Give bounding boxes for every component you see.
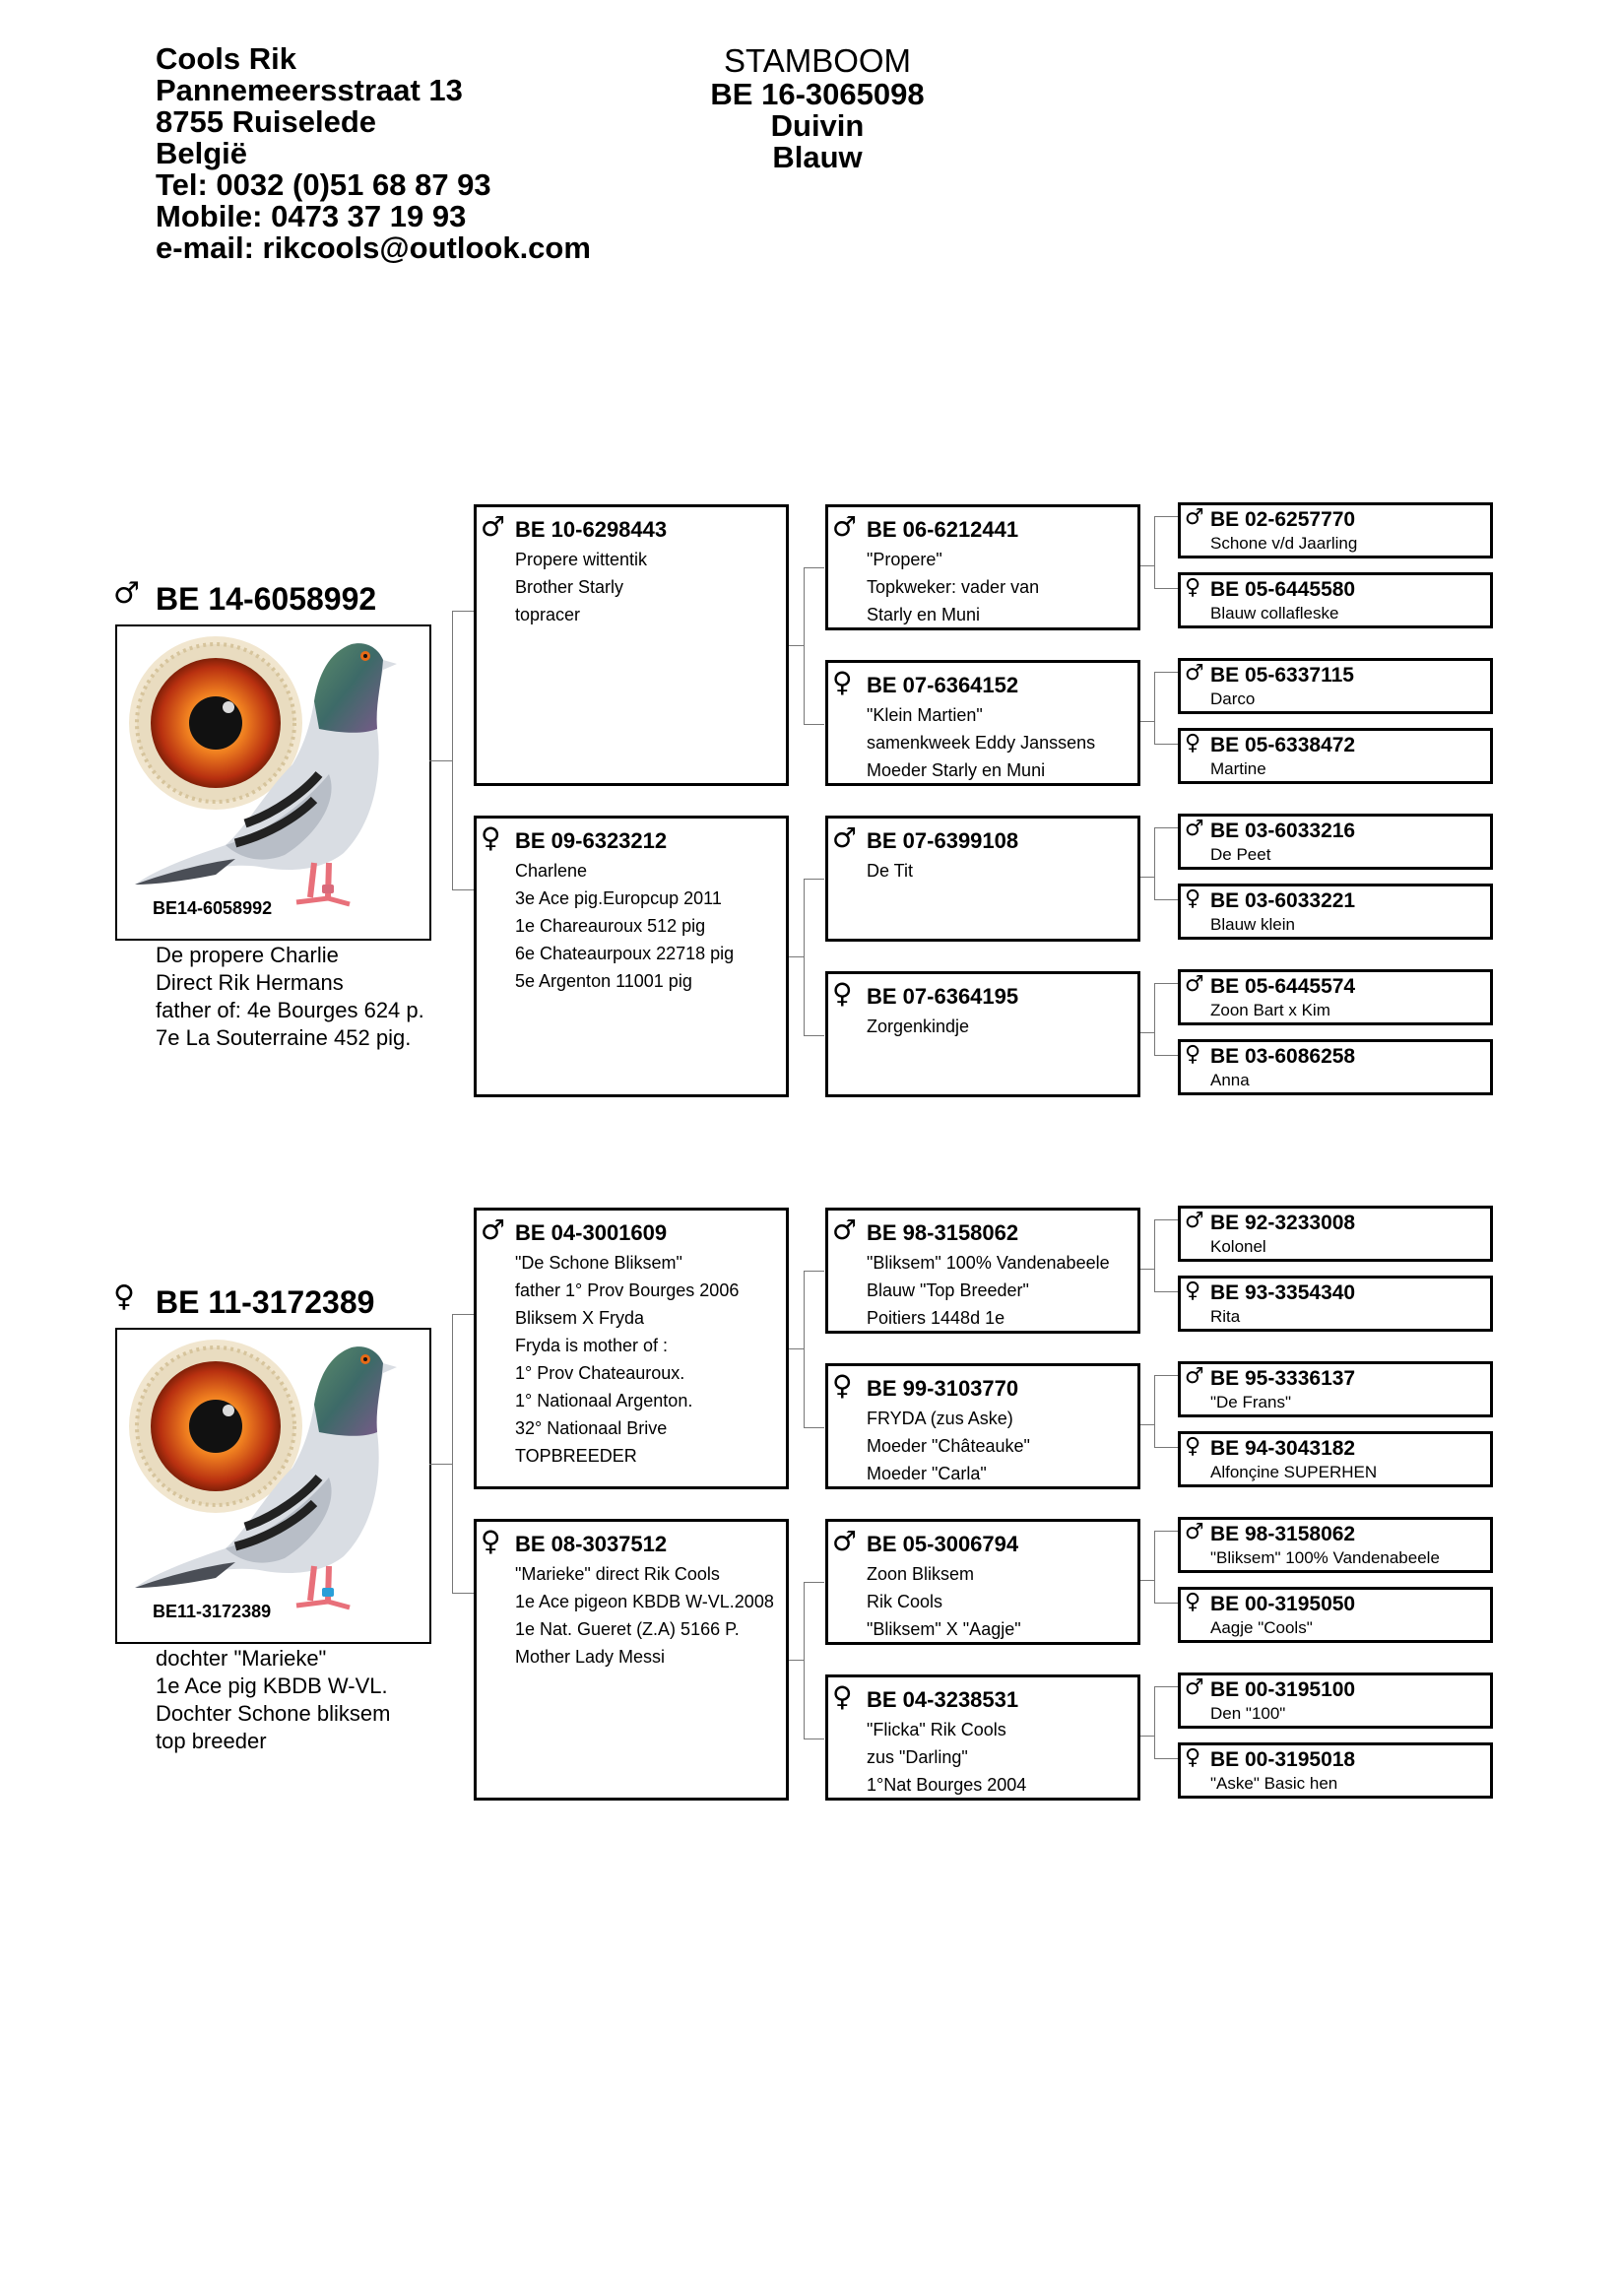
father-grandparent-info-line: samenkweek Eddy Janssens	[867, 733, 1096, 753]
connector-line	[1140, 565, 1154, 567]
mother-parent-info-line: Mother Lady Messi	[515, 1647, 666, 1667]
connector-line	[789, 956, 804, 958]
connector-line	[789, 645, 804, 647]
mother-parent-info-line: Bliksem X Fryda	[515, 1308, 645, 1328]
mother-grandparent-sex-icon: ♀	[832, 1369, 853, 1402]
mother-great-grandparent-sex-icon: ♀	[1185, 1279, 1201, 1303]
mother-great-grandparent-name: Alfonçine SUPERHEN	[1210, 1463, 1378, 1481]
father-great-grandparent	[1178, 502, 1493, 558]
mother-parent-dam	[474, 1519, 789, 1801]
owner-country: België	[156, 136, 248, 170]
father-grandparent-dam	[825, 971, 1140, 1097]
father-desc-line: De propere Charlie	[156, 943, 339, 967]
father-great-grandparent-sex-icon: ♀	[1185, 1042, 1201, 1067]
father-great-grandparent-sex-icon: ♂	[1185, 817, 1204, 841]
connector-line	[804, 567, 824, 725]
father-great-grandparent-name: Blauw klein	[1210, 915, 1295, 934]
connector-line	[1140, 877, 1154, 879]
mother-grandparent-sex-icon: ♀	[832, 1680, 853, 1713]
mother-parent-sex-icon: ♂	[481, 1214, 506, 1246]
pedigree-sex: Duivin	[770, 108, 865, 143]
mother-parent-sex-icon: ♀	[481, 1525, 501, 1557]
father-grandparent-info-line: Topkweker: vader van	[867, 577, 1040, 597]
mother-parent-sire	[474, 1208, 789, 1489]
mother-grandparent-dam	[825, 1363, 1140, 1489]
father-sex-icon: ♂	[113, 576, 140, 611]
mother-grandparent-ring-id: BE 04-3238531	[867, 1687, 1019, 1712]
mother-great-grandparent	[1178, 1361, 1493, 1417]
father-grandparent-info-line: De Tit	[867, 861, 914, 881]
mother-great-grandparent-ring-id: BE 92-3233008	[1210, 1212, 1356, 1234]
father-ring-id: BE 14-6058992	[156, 581, 377, 617]
father-photo-label: BE14-6058992	[153, 898, 273, 918]
mother-great-grandparent-ring-id: BE 95-3336137	[1210, 1367, 1356, 1390]
father-great-grandparent-ring-id: BE 02-6257770	[1210, 508, 1356, 531]
mother-great-grandparent-name: Den "100"	[1210, 1704, 1286, 1723]
connector-line	[1154, 516, 1179, 589]
father-great-grandparent-sex-icon: ♂	[1185, 661, 1204, 686]
father-parent-info-line: topracer	[515, 605, 581, 624]
mother-grandparent-info-line: "Flicka" Rik Cools	[867, 1720, 1006, 1739]
mother-grandparent-info-line: Moeder "Châteauke"	[867, 1436, 1030, 1456]
father-grandparent-info-line: Zorgenkindje	[867, 1017, 970, 1036]
mother-great-grandparent-sex-icon: ♀	[1185, 1434, 1201, 1459]
father-great-grandparent	[1178, 1039, 1493, 1095]
mother-grandparent-ring-id: BE 05-3006794	[867, 1532, 1019, 1556]
father-great-grandparent-ring-id: BE 03-6086258	[1210, 1045, 1356, 1068]
connector-line	[1140, 1032, 1154, 1034]
mother-great-grandparent-ring-id: BE 94-3043182	[1210, 1437, 1356, 1460]
mother-great-grandparent-sex-icon: ♂	[1185, 1364, 1204, 1389]
father-grandparent-sex-icon: ♂	[832, 821, 858, 854]
connector-line	[1154, 983, 1179, 1056]
father-parent-info-line: 1e Chareauroux 512 pig	[515, 916, 706, 936]
father-grandparent-ring-id: BE 06-6212441	[867, 517, 1019, 542]
mother-great-grandparent	[1178, 1431, 1493, 1487]
mother-grandparent-dam	[825, 1674, 1140, 1801]
connector-line	[1140, 1269, 1154, 1271]
owner-city: 8755 Ruiselede	[156, 104, 377, 139]
mother-great-grandparent-ring-id: BE 00-3195100	[1210, 1678, 1356, 1701]
mother-desc-line: top breeder	[156, 1729, 267, 1753]
mother-great-grandparent-ring-id: BE 00-3195050	[1210, 1593, 1356, 1615]
mother-parent-info-line: 1e Ace pigeon KBDB W-VL.2008	[515, 1592, 774, 1611]
father-desc-line: 7e La Souterraine 452 pig.	[156, 1025, 412, 1050]
father-grandparent-sex-icon: ♀	[832, 666, 853, 698]
father-parent-info-line: 3e Ace pig.Europcup 2011	[515, 888, 722, 908]
mother-grandparent-ring-id: BE 99-3103770	[867, 1376, 1019, 1401]
father-parent-info-line: 6e Chateaurpoux 22718 pig	[515, 944, 735, 963]
mother-great-grandparent	[1178, 1587, 1493, 1643]
pedigree-color: Blauw	[772, 140, 863, 174]
mother-great-grandparent-name: Aagje "Cools"	[1210, 1618, 1313, 1637]
father-parent-ring-id: BE 10-6298443	[515, 517, 668, 542]
father-great-grandparent	[1178, 969, 1493, 1025]
mother-great-grandparent	[1178, 1517, 1493, 1573]
connector-line	[452, 611, 475, 890]
father-great-grandparent-ring-id: BE 05-6338472	[1210, 734, 1356, 756]
father-grandparent-sire	[825, 816, 1140, 942]
connector-line	[1154, 672, 1179, 745]
father-great-grandparent-ring-id: BE 05-6337115	[1210, 664, 1354, 687]
father-great-grandparent-name: Anna	[1210, 1071, 1250, 1089]
connector-line	[789, 1348, 804, 1350]
mother-grandparent-sex-icon: ♂	[832, 1214, 858, 1246]
mother-grandparent-ring-id: BE 98-3158062	[867, 1220, 1019, 1245]
mother-desc-line: Dochter Schone bliksem	[156, 1701, 391, 1726]
father-grandparent-ring-id: BE 07-6364152	[867, 673, 1019, 697]
mother-parent-ring-id: BE 08-3037512	[515, 1532, 668, 1556]
connector-line	[1154, 1686, 1179, 1759]
mother-ring-id: BE 11-3172389	[156, 1284, 375, 1320]
connector-line	[1140, 1736, 1154, 1738]
mother-grandparent-info-line: Blauw "Top Breeder"	[867, 1280, 1029, 1300]
mother-grandparent-sex-icon: ♂	[832, 1525, 858, 1557]
mother-parent-ring-id: BE 04-3001609	[515, 1220, 668, 1245]
father-grandparent-info-line: "Klein Martien"	[867, 705, 983, 725]
father-grandparent-info-line: Moeder Starly en Muni	[867, 760, 1046, 780]
connector-line	[804, 879, 824, 1036]
mother-great-grandparent-sex-icon: ♂	[1185, 1520, 1204, 1544]
connector-line	[1154, 1375, 1179, 1448]
mother-description	[156, 1645, 390, 1755]
mother-grandparent-info-line: Poitiers 1448d 1e	[867, 1308, 1005, 1328]
mother-grandparent-info-line: Zoon Bliksem	[867, 1564, 975, 1584]
father-great-grandparent-sex-icon: ♂	[1185, 972, 1204, 997]
father-grandparent-ring-id: BE 07-6364195	[867, 984, 1019, 1009]
father-great-grandparent	[1178, 658, 1493, 714]
father-grandparent-sire	[825, 504, 1140, 630]
pedigree-ring: BE 16-3065098	[710, 77, 925, 111]
mother-grandparent-info-line: 1°Nat Bourges 2004	[867, 1775, 1027, 1795]
father-great-grandparent-name: Zoon Bart x Kim	[1210, 1001, 1330, 1019]
mother-great-grandparent-name: "De Frans"	[1210, 1393, 1291, 1411]
connector-line	[429, 760, 453, 762]
father-parent-sex-icon: ♂	[481, 510, 506, 543]
owner-block	[156, 43, 591, 264]
mother-parent-info-line: father 1° Prov Bourges 2006	[515, 1280, 740, 1300]
owner-email: e-mail: rikcools@outlook.com	[156, 230, 591, 265]
father-grandparent-info-line: Starly en Muni	[867, 605, 981, 624]
pedigree-title: STAMBOOM	[723, 42, 912, 79]
mother-parent-info-line: Fryda is mother of :	[515, 1336, 669, 1355]
pedigree-title-block	[670, 43, 965, 173]
connector-line	[1154, 1219, 1179, 1292]
father-great-grandparent-name: De Peet	[1210, 845, 1271, 864]
father-great-grandparent-name: Martine	[1210, 759, 1266, 778]
father-great-grandparent-sex-icon: ♀	[1185, 731, 1201, 755]
mother-great-grandparent-ring-id: BE 00-3195018	[1210, 1748, 1356, 1771]
father-parent-info-line: Charlene	[515, 861, 588, 881]
father-parent-info-line: 5e Argenton 11001 pig	[515, 971, 692, 991]
father-parent-info-line: Propere wittentik	[515, 550, 648, 569]
mother-grandparent-info-line: zus "Darling"	[867, 1747, 968, 1767]
father-great-grandparent-ring-id: BE 03-6033216	[1210, 820, 1356, 842]
father-great-grandparent-name: Blauw collafleske	[1210, 604, 1339, 623]
connector-line	[789, 1660, 804, 1662]
owner-mobile: Mobile: 0473 37 19 93	[156, 199, 467, 233]
father-parent-dam	[474, 816, 789, 1097]
father-great-grandparent-ring-id: BE 05-6445580	[1210, 578, 1356, 601]
mother-great-grandparent	[1178, 1206, 1493, 1262]
father-great-grandparent-sex-icon: ♀	[1185, 886, 1201, 911]
father-desc-line: Direct Rik Hermans	[156, 970, 344, 995]
father-grandparent-ring-id: BE 07-6399108	[867, 828, 1019, 853]
owner-tel: Tel: 0032 (0)51 68 87 93	[156, 167, 491, 202]
mother-great-grandparent-name: "Aske" Basic hen	[1210, 1774, 1338, 1793]
mother-great-grandparent-ring-id: BE 93-3354340	[1210, 1281, 1356, 1304]
father-description	[156, 942, 424, 1052]
mother-grandparent-info-line: Moeder "Carla"	[867, 1464, 987, 1483]
mother-parent-info-line: 1° Prov Chateauroux.	[515, 1363, 685, 1383]
mother-great-grandparent-sex-icon: ♂	[1185, 1209, 1204, 1233]
father-parent-sex-icon: ♀	[481, 821, 501, 854]
connector-line	[1140, 1580, 1154, 1582]
father-grandparent-sex-icon: ♀	[832, 977, 853, 1010]
mother-parent-info-line: 1° Nationaal Argenton.	[515, 1391, 693, 1410]
mother-parent-info-line: 1e Nat. Gueret (Z.A) 5166 P.	[515, 1619, 740, 1639]
mother-great-grandparent-sex-icon: ♂	[1185, 1675, 1204, 1700]
mother-photo	[115, 1328, 431, 1644]
father-parent-info-line: Brother Starly	[515, 577, 624, 597]
mother-great-grandparent	[1178, 1673, 1493, 1729]
father-great-grandparent-sex-icon: ♀	[1185, 575, 1201, 600]
mother-great-grandparent-name: "Bliksem" 100% Vandenabeele	[1210, 1548, 1440, 1567]
father-grandparent-dam	[825, 660, 1140, 786]
connector-line	[804, 1582, 824, 1739]
father-great-grandparent-name: Schone v/d Jaarling	[1210, 534, 1358, 553]
mother-great-grandparent-name: Rita	[1210, 1307, 1241, 1326]
mother-great-grandparent-ring-id: BE 98-3158062	[1210, 1523, 1356, 1545]
mother-grandparent-info-line: "Bliksem" X "Aagje"	[867, 1619, 1021, 1639]
mother-desc-line: dochter "Marieke"	[156, 1646, 327, 1671]
father-grandparent-sex-icon: ♂	[832, 510, 858, 543]
father-great-grandparent	[1178, 884, 1493, 940]
mother-parent-info-line: "De Schone Bliksem"	[515, 1253, 682, 1273]
mother-great-grandparent	[1178, 1276, 1493, 1332]
connector-line	[452, 1314, 475, 1594]
owner-street: Pannemeersstraat 13	[156, 73, 463, 107]
father-desc-line: father of: 4e Bourges 624 p.	[156, 998, 424, 1022]
father-great-grandparent-name: Darco	[1210, 689, 1256, 708]
father-great-grandparent	[1178, 572, 1493, 628]
connector-line	[1140, 1424, 1154, 1426]
father-great-grandparent	[1178, 728, 1493, 784]
mother-great-grandparent	[1178, 1742, 1493, 1799]
mother-grandparent-sire	[825, 1519, 1140, 1645]
mother-sex-icon: ♀	[113, 1279, 135, 1314]
mother-grandparent-sire	[825, 1208, 1140, 1334]
father-great-grandparent-ring-id: BE 03-6033221	[1210, 889, 1356, 912]
connector-line	[1154, 1531, 1179, 1604]
connector-line	[1154, 827, 1179, 900]
mother-parent-info-line: TOPBREEDER	[515, 1446, 637, 1466]
connector-line	[429, 1464, 453, 1466]
mother-desc-line: 1e Ace pig KBDB W-VL.	[156, 1673, 388, 1698]
mother-grandparent-info-line: FRYDA (zus Aske)	[867, 1409, 1013, 1428]
father-photo	[115, 624, 431, 941]
mother-grandparent-info-line: Rik Cools	[867, 1592, 943, 1611]
mother-great-grandparent-sex-icon: ♀	[1185, 1745, 1201, 1770]
mother-grandparent-info-line: "Bliksem" 100% Vandenabeele	[867, 1253, 1110, 1273]
mother-parent-info-line: 32° Nationaal Brive	[515, 1418, 668, 1438]
father-parent-ring-id: BE 09-6323212	[515, 828, 668, 853]
father-grandparent-info-line: "Propere"	[867, 550, 942, 569]
father-great-grandparent	[1178, 814, 1493, 870]
father-great-grandparent-ring-id: BE 05-6445574	[1210, 975, 1356, 998]
mother-parent-info-line: "Marieke" direct Rik Cools	[515, 1564, 720, 1584]
mother-photo-label: BE11-3172389	[153, 1602, 272, 1621]
mother-great-grandparent-sex-icon: ♀	[1185, 1590, 1201, 1614]
father-great-grandparent-sex-icon: ♂	[1185, 505, 1204, 530]
connector-line	[804, 1271, 824, 1428]
father-parent-sire	[474, 504, 789, 786]
mother-great-grandparent-name: Kolonel	[1210, 1237, 1266, 1256]
owner-name: Cools Rik	[156, 41, 296, 76]
connector-line	[1140, 721, 1154, 723]
